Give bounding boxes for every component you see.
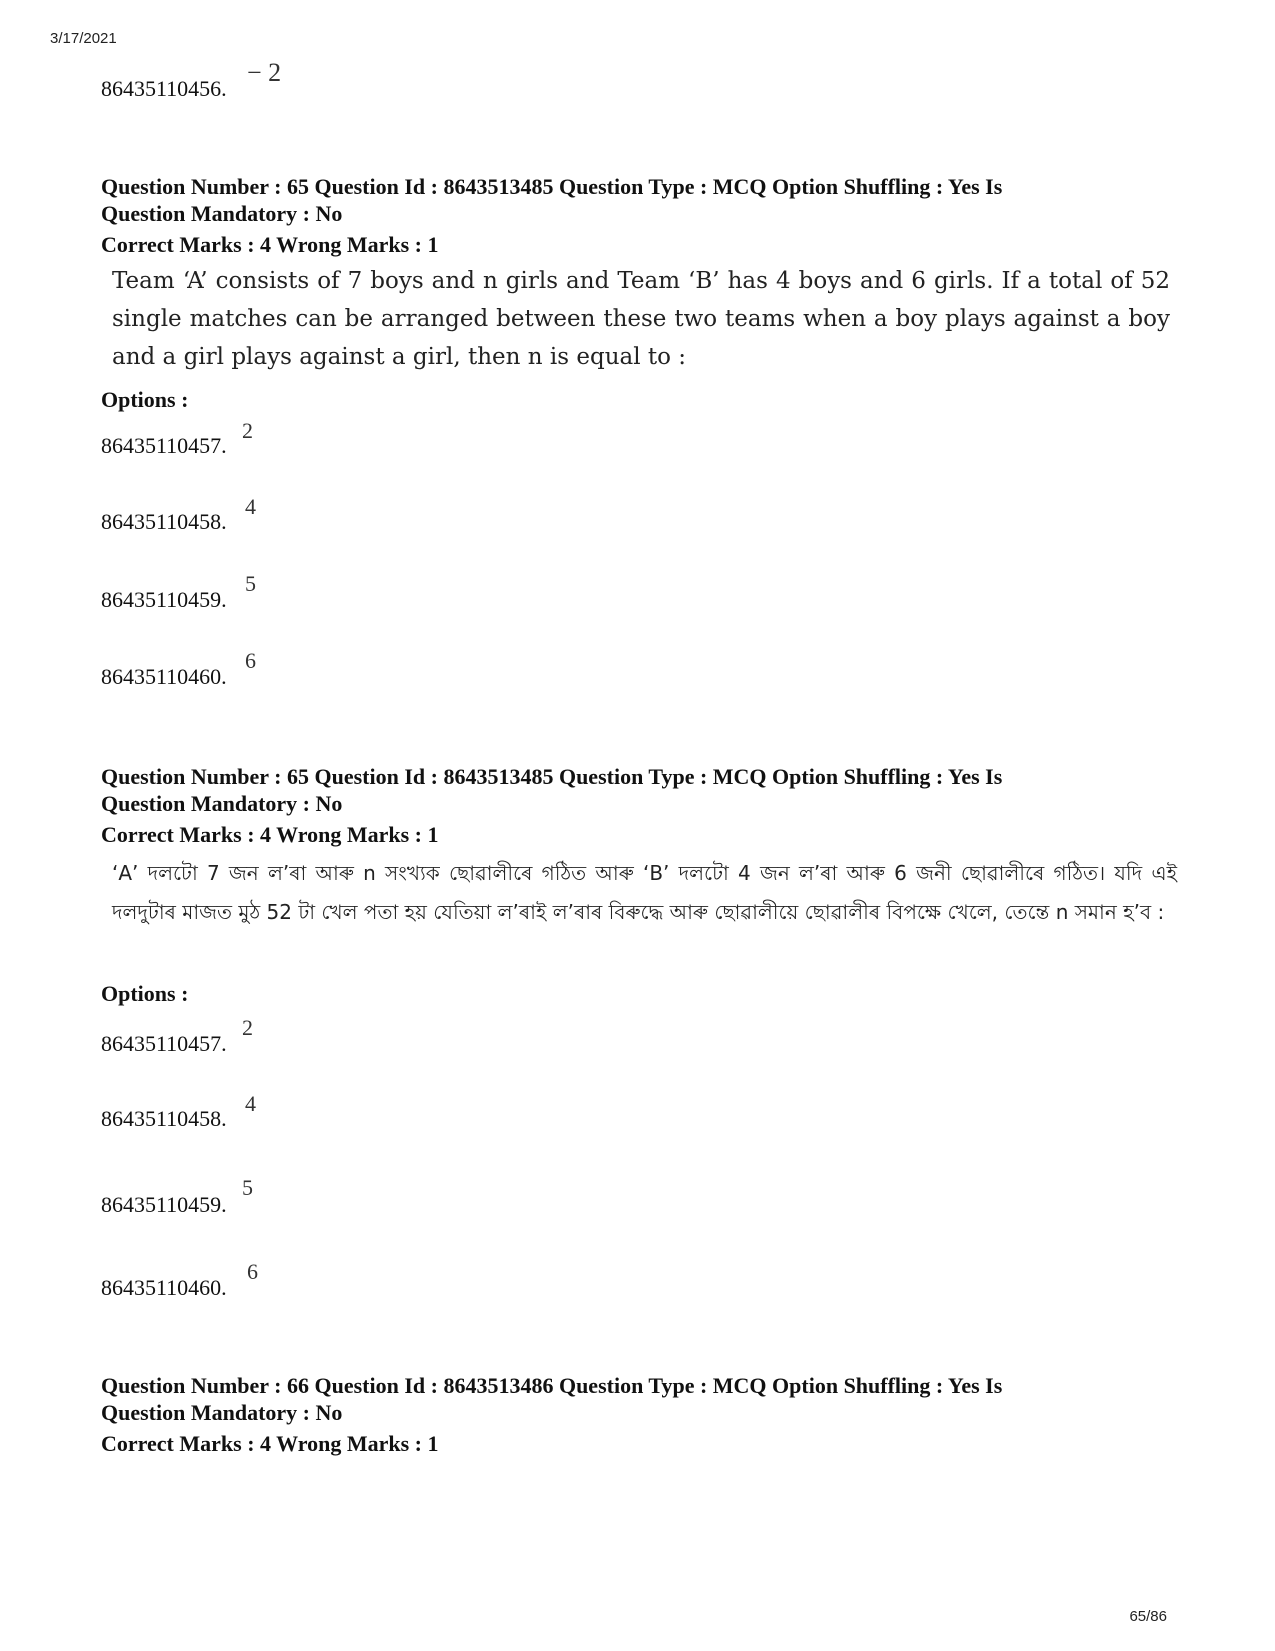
question-marks: Correct Marks : 4 Wrong Marks : 1 [101,822,439,847]
option-id: 86435110459. [101,587,227,612]
option-id: 86435110460. [101,1275,227,1300]
option-id: 86435110457. [101,1031,227,1056]
option-id: 86435110458. [101,509,227,534]
question-header-line1: Question Number : 65 Question Id : 8643513485 Question Type : MCQ Option Shuffling : Yes Is [101,174,1003,199]
option-value: 2 [242,1015,253,1040]
options-label: Options : [101,387,189,412]
option-value: 6 [245,648,256,673]
question-header-line2: Question Mandatory : No [101,791,343,816]
option-value: 5 [245,571,256,596]
question-marks: Correct Marks : 4 Wrong Marks : 1 [101,1431,439,1456]
options-label: Options : [101,981,189,1006]
option-value: 4 [245,494,256,519]
option-id: 86435110459. [101,1192,227,1217]
option-value: 6 [247,1259,258,1284]
question-header-line2: Question Mandatory : No [101,1400,343,1425]
option-value: 4 [245,1091,256,1116]
question-header-line1: Question Number : 66 Question Id : 8643513486 Question Type : MCQ Option Shuffling : Yes Is [101,1373,1003,1398]
question-text: ‘A’ দলটো 7 জন ল’ৰা আৰু n সংখ্যক ছোৱালীৰে গঠিত আৰু ‘B’ দলটো 4 জন ল’ৰা আৰু 6 জনী ছোৱালীৰে গঠিত। যদি এই দলদুটাৰ মাজত মুঠ 52 টা খেল পতা হয় যেতিয়া ল’ৰাই ল’ৰাৰ বিৰুদ্ধে আৰু ছোৱালীয়ে ছোৱালীৰ বিপক্ষে খেলে, তেন্তে n সমান হ’ব : [112,861,1177,924]
page-number: 65/86 [1129,1608,1167,1625]
print-date: 3/17/2021 [50,30,117,47]
option-id: 86435110460. [101,664,227,689]
question-header-line1: Question Number : 65 Question Id : 8643513485 Question Type : MCQ Option Shuffling : Yes Is [101,764,1003,789]
question-text: Team ‘A’ consists of 7 boys and n girls and Team ‘B’ has 4 boys and 6 girls. If a total of 52 single matches can be arranged between these two teams when a boy plays against a boy and a girl plays against a girl, then n is equal to : [112,268,1170,370]
option-value: − 2 [247,58,282,87]
question-header-line2: Question Mandatory : No [101,201,343,226]
option-value: 5 [242,1175,253,1200]
option-id: 86435110458. [101,1106,227,1131]
option-id: 86435110456. [101,76,227,101]
option-value: 2 [242,418,253,443]
question-marks: Correct Marks : 4 Wrong Marks : 1 [101,232,439,257]
option-id: 86435110457. [101,433,227,458]
